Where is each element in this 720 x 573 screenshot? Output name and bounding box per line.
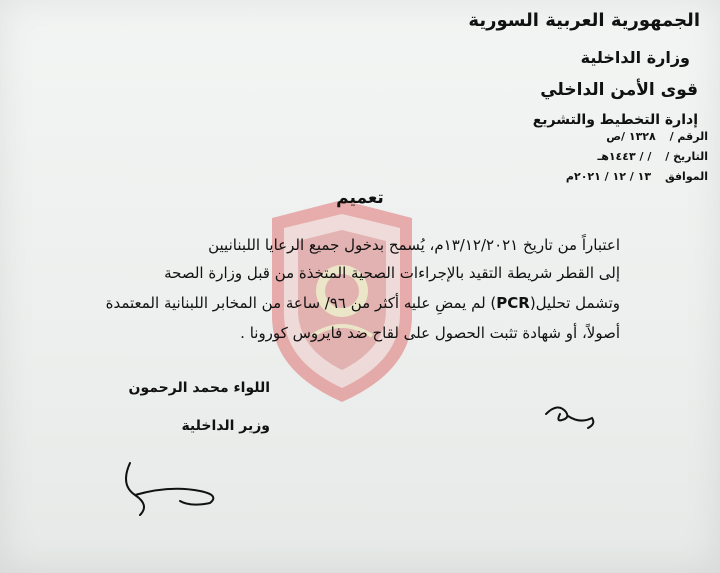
ministry-name: وزارة الداخلية: [580, 48, 690, 67]
body-line-3: [106, 294, 620, 312]
initials-mark: [540, 394, 600, 434]
document-title: تعميم: [336, 188, 384, 208]
reference-number-label: الرقم /: [669, 130, 708, 143]
hijri-date-label: التاريخ /: [665, 150, 708, 163]
gregorian-date-value: ١٣ / ١٢ / ٢٠٢١م: [565, 170, 652, 183]
gregorian-date-label: الموافق: [664, 170, 708, 183]
signatory-name: اللواء محمد الرحمون: [128, 380, 270, 396]
forces-name: قوى الأمن الداخلي: [540, 80, 698, 100]
republic-name: الجمهورية العربية السورية: [468, 10, 700, 31]
reference-number-value: ١٣٢٨ /ص: [606, 130, 656, 143]
handwritten-signature: [110, 455, 230, 525]
department-name: إدارة التخطيط والتشريع: [532, 112, 698, 128]
body-line-3-end: ) لم يمضِ عليه أكثر من ٩٦/ ساعة من المخابر اللبنانية المعتمدة: [105, 294, 497, 312]
body-line-1: اعتباراً من تاريخ ١٣/١٢/٢٠٢١م، يُسمح بدخول جميع الرعايا اللبنانيين: [208, 236, 620, 254]
reference-number: [606, 130, 708, 143]
hijri-date-value: / / ١٤٤٣هـ: [597, 150, 652, 163]
body-line-3-start: وتشمل تحليل(: [529, 294, 620, 312]
hijri-date: [597, 150, 708, 163]
pcr-term: PCR: [496, 294, 530, 312]
body-line-2: إلى القطر شريطة التقيد بالإجراءات الصحية المتخذة من قبل وزارة الصحة: [164, 264, 620, 282]
gregorian-date: [566, 170, 708, 183]
signatory-position: وزير الداخلية: [181, 418, 270, 434]
body-line-4: أصولاً، أو شهادة تثبت الحصول على لقاح ضد فايروس كورونا .: [240, 324, 620, 342]
